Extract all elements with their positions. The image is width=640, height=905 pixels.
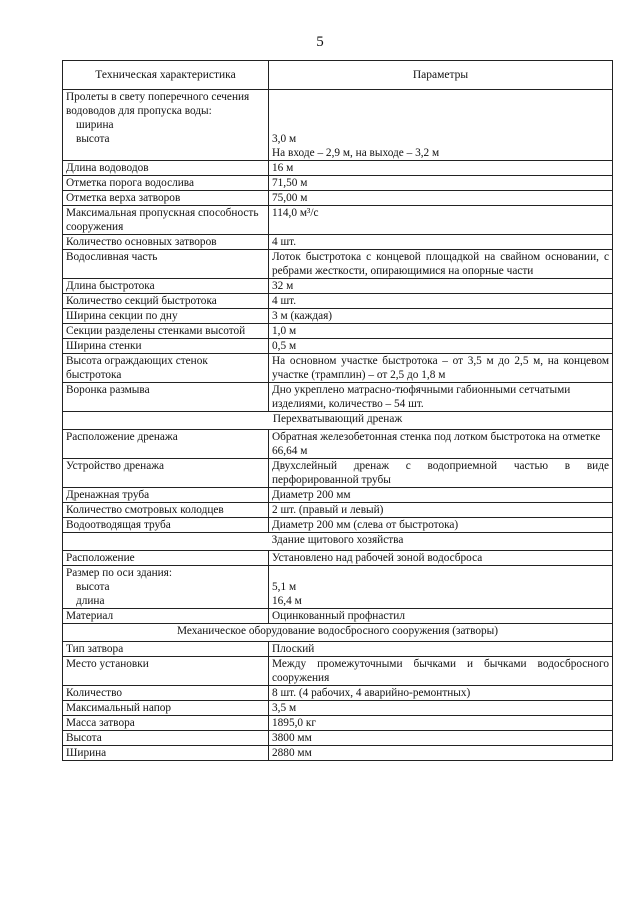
table-row <box>63 324 613 339</box>
row-label: Длина быстротока <box>63 279 269 294</box>
row-value: 3,5 м <box>269 701 613 716</box>
row-label: Масса затвора <box>63 716 269 731</box>
row-value: 71,50 м <box>269 176 613 191</box>
row-label: Материал <box>63 609 269 624</box>
table-header <box>63 61 613 90</box>
row-label: Высота ограждающих стенок быстротока <box>63 354 269 383</box>
row-sublabel-height: высота <box>76 581 110 593</box>
table-row <box>63 488 613 503</box>
row-value: 2 шт. (правый и левый) <box>269 503 613 518</box>
table-row <box>63 716 613 731</box>
row-value: 1,0 м <box>269 324 613 339</box>
specs-table <box>62 60 613 761</box>
page-number: 5 <box>316 34 324 50</box>
row-label: Ширина секции по дну <box>63 309 269 324</box>
section-header <box>63 533 613 551</box>
row-label-text: Пролеты в свету поперечного сечения водоводов для пропуска воды: <box>66 91 250 117</box>
row-label: Дренажная труба <box>63 488 269 503</box>
row-value: 32 м <box>269 279 613 294</box>
row-value: 3 м (каждая) <box>269 309 613 324</box>
table-row <box>63 430 613 459</box>
row-value: 4 шт. <box>269 294 613 309</box>
row-value-length: 16,4 м <box>272 595 302 607</box>
row-sublabel-length: длина <box>76 595 105 607</box>
table-row <box>63 731 613 746</box>
row-value <box>269 90 613 161</box>
row-label: Ширина стенки <box>63 339 269 354</box>
row-label <box>63 566 269 609</box>
row-value: Двухслейный дренаж с водоприемной частью в виде перфорированной трубы <box>269 459 613 488</box>
row-sublabel-width: ширина <box>76 119 114 131</box>
row-label: Максимальная пропускная способность сооружения <box>63 206 269 235</box>
row-value: 4 шт. <box>269 235 613 250</box>
table-row <box>63 459 613 488</box>
table-row <box>63 250 613 279</box>
row-value <box>269 566 613 609</box>
row-label: Тип затвора <box>63 642 269 657</box>
table-row <box>63 161 613 176</box>
section-title-equipment: Механическое оборудование водосбросного сооружения (затворы) <box>63 624 613 642</box>
table-row <box>63 279 613 294</box>
row-value: Плоский <box>269 642 613 657</box>
row-value: Между промежуточными бычками и бычками водосбросного сооружения <box>269 657 613 686</box>
row-value: 1895,0 кг <box>269 716 613 731</box>
row-label-text: Размер по оси здания: <box>66 567 173 579</box>
table-row <box>63 657 613 686</box>
row-label: Секции разделены стенками высотой <box>63 324 269 339</box>
row-label: Количество секций быстротока <box>63 294 269 309</box>
row-label: Воронка размыва <box>63 383 269 412</box>
section-header <box>63 624 613 642</box>
table-row <box>63 339 613 354</box>
table-row <box>63 383 613 412</box>
row-value: На основном участке быстротока – от 3,5 м до 2,5 м, на концевом участке (трамплин) – от 2,5 до 1,8 м <box>269 354 613 383</box>
row-label: Отметка порога водослива <box>63 176 269 191</box>
row-label: Длина водоводов <box>63 161 269 176</box>
table-row <box>63 566 613 609</box>
table-row <box>63 642 613 657</box>
row-label: Высота <box>63 731 269 746</box>
row-label: Расположение <box>63 551 269 566</box>
row-value-width: 3,0 м <box>272 133 297 145</box>
table-row <box>63 90 613 161</box>
table-row <box>63 503 613 518</box>
table-row <box>63 176 613 191</box>
table-row <box>63 701 613 716</box>
row-value: Обратная железобетонная стенка под лотком быстротока на отметке 66,64 м <box>269 430 613 459</box>
header-characteristic: Техническая характеристика <box>63 61 269 90</box>
table-row <box>63 235 613 250</box>
row-label: Количество основных затворов <box>63 235 269 250</box>
row-value: Оцинкованный профнастил <box>269 609 613 624</box>
section-header <box>63 412 613 430</box>
row-value: 8 шт. (4 рабочих, 4 аварийно-ремонтных) <box>269 686 613 701</box>
row-value: Диаметр 200 мм (слева от быстротока) <box>269 518 613 533</box>
header-parameters: Параметры <box>269 61 613 90</box>
row-label: Водоотводящая труба <box>63 518 269 533</box>
row-value-height: 5,1 м <box>272 581 297 593</box>
table-row <box>63 294 613 309</box>
row-label: Количество <box>63 686 269 701</box>
row-label: Максимальный напор <box>63 701 269 716</box>
row-value: Лоток быстротока с концевой площадкой на свайном основании, с ребрами жесткости, опирающимися на опорные части <box>269 250 613 279</box>
row-value: Установлено над рабочей зоной водосброса <box>269 551 613 566</box>
table-row <box>63 609 613 624</box>
row-label: Расположение дренажа <box>63 430 269 459</box>
row-value: 3800 мм <box>269 731 613 746</box>
section-title-drainage: Перехватывающий дренаж <box>63 412 613 430</box>
row-value: 0,5 м <box>269 339 613 354</box>
row-value-height: На входе – 2,9 м, на выходе – 3,2 м <box>272 147 440 159</box>
table-row <box>63 746 613 761</box>
table-row <box>63 309 613 324</box>
table-row <box>63 206 613 235</box>
row-label: Водосливная часть <box>63 250 269 279</box>
row-label: Количество смотровых колодцев <box>63 503 269 518</box>
row-value: Диаметр 200 мм <box>269 488 613 503</box>
row-value: 75,00 м <box>269 191 613 206</box>
row-label: Устройство дренажа <box>63 459 269 488</box>
row-label <box>63 90 269 161</box>
table-row <box>63 354 613 383</box>
table-row <box>63 518 613 533</box>
row-value: 16 м <box>269 161 613 176</box>
table-row <box>63 686 613 701</box>
row-value: 114,0 м³/с <box>269 206 613 235</box>
row-label: Ширина <box>63 746 269 761</box>
section-title-building: Здание щитового хозяйства <box>63 533 613 551</box>
row-label: Место установки <box>63 657 269 686</box>
row-value: Дно укреплено матрасно-тюфячными габионными сетчатыми изделиями, количество – 54 шт. <box>269 383 613 412</box>
row-sublabel-height: высота <box>76 133 110 145</box>
table-row <box>63 191 613 206</box>
row-value: 2880 мм <box>269 746 613 761</box>
table-row <box>63 551 613 566</box>
row-label: Отметка верха затворов <box>63 191 269 206</box>
